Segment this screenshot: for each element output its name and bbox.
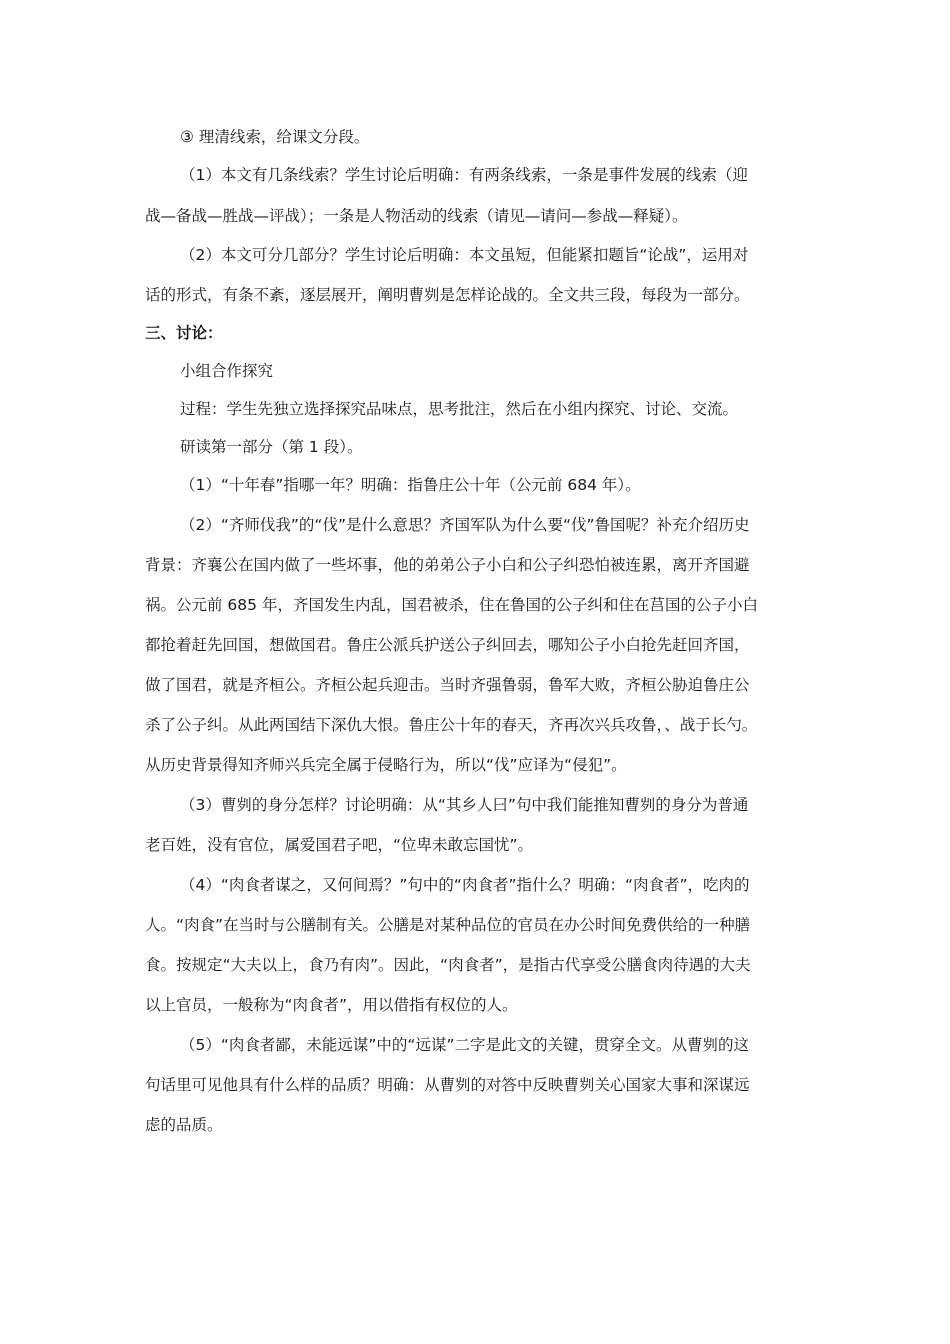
paragraph-item4-line: 食。按规定“大夫以上，食乃有肉”。因此，“肉食者”，是指古代享受公膳食肉待遇的大夫 [145,956,751,974]
paragraph-item4-line: 以上官员，一般称为“肉食者”，用以借指有权位的人。 [145,996,518,1014]
paragraph-q2-line: （2）本文可分几部分？学生讨论后明确：本文虽短，但能紧扣题旨“论战”，运用对 [180,246,749,264]
paragraph-item2-line: 祸。公元前 685 年，齐国发生内乱，国君被杀，住在鲁国的公子纠和住在莒国的公子小白 [145,596,758,614]
paragraph-item2-line: （2）“齐师伐我”的“伐”是什么意思？齐国军队为什么要“伐”鲁国呢？补充介绍历史 [180,516,750,534]
paragraph-item3-line: （3）曹刿的身分怎样？讨论明确：从“其乡人曰”句中我们能推知曹刿的身分为普通 [180,796,749,814]
paragraph-q2-line: 话的形式，有条不紊，逐层展开，阐明曹刿是怎样论战的。全文共三段，每段为一部分。 [145,286,750,304]
paragraph-item2-line: 杀了公子纠。从此两国结下深仇大恨。鲁庄公十年的春天，齐再次兴兵攻鲁，、战于长勺。 [145,716,758,734]
paragraph-item2-line: 从历史背景得知齐师兴兵完全属于侵略行为，所以“伐”应译为“侵犯”。 [145,756,627,774]
section-heading-discussion: 三、讨论： [145,324,223,342]
paragraph-q1-line: （1）本文有几条线索？学生讨论后明确：有两条线索，一条是事件发展的线索（迎 [180,166,748,184]
paragraph-item2-line: 都抢着赶先回国，想做国君。鲁庄公派兵护送公子纠回去，哪知公子小白抢先赶回齐国， [145,636,750,654]
paragraph-group-study: 小组合作探究 [180,362,274,380]
paragraph-item5-line: （5）“肉食者鄙，未能远谋”中的“远谋”二字是此文的关键，贯穿全文。从曹刿的这 [180,1036,749,1054]
paragraph-item4-line: （4）“肉食者谋之，又何间焉？”句中的“肉食者”指什么？明确：“肉食者”，吃肉的 [180,876,750,894]
paragraph-item2-line: 背景：齐襄公在国内做了一些坏事，他的弟弟公子小白和公子纠恐怕被连累，离开齐国避 [145,556,750,574]
paragraph-item3-line: 老百姓，没有官位，属爱国君子吧，“位卑未敢忘国忧”。 [145,836,534,854]
paragraph-step3-heading: ③ 理清线索，给课文分段。 [180,128,370,146]
paragraph-q1-line: 战—备战—胜战—评战）；一条是人物活动的线索（请见—请问—参战—释疑）。 [145,207,688,225]
paragraph-item5-line: 句话里可见他具有什么样的品质？明确：从曹刿的对答中反映曹刿关心国家大事和深谋远 [145,1076,750,1094]
paragraph-item4-line: 人。“肉食”在当时与公膳制有关。公膳是对某种品位的官员在办公时间免费供给的一种膳 [145,916,751,934]
paragraph-item2-line: 做了国君，就是齐桓公。齐桓公起兵迎击。当时齐强鲁弱，鲁军大败，齐桓公胁迫鲁庄公 [145,676,750,694]
paragraph-item1: （1）“十年春”指哪一年？明确：指鲁庄公十年（公元前 684 年）。 [180,476,641,494]
paragraph-study-part1: 研读第一部分（第 1 段）。 [180,438,363,456]
paragraph-item5-line: 虑的品质。 [145,1116,223,1134]
paragraph-process: 过程：学生先独立选择探究品味点，思考批注，然后在小组内探究、讨论、交流。 [180,400,739,418]
